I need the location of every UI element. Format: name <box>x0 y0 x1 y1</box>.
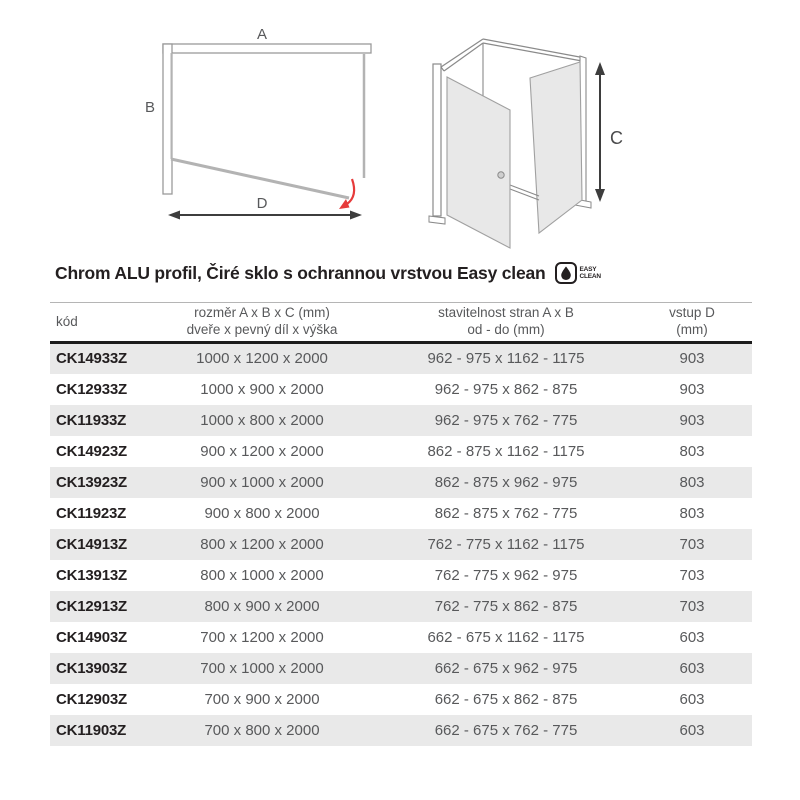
stavitelnost-cell: 862 - 875 x 962 - 975 <box>434 473 578 491</box>
kod-cell: CK11933Z <box>56 411 127 429</box>
stavitelnost-cell: 662 - 675 x 962 - 975 <box>434 659 578 677</box>
dimension-label-a: A <box>256 26 268 43</box>
table-row <box>50 560 752 591</box>
kod-cell: CK14923Z <box>56 442 127 460</box>
top-frame <box>441 39 585 71</box>
stavitelnost-cell: 762 - 775 x 962 - 975 <box>434 566 578 584</box>
stavitelnost-cell: 862 - 875 x 762 - 775 <box>434 504 578 522</box>
column-header-kod: kód <box>50 303 144 343</box>
c-arrow-icon <box>595 62 605 202</box>
table-row <box>50 343 752 374</box>
dimension-label-c: C <box>610 128 623 148</box>
table-row <box>50 374 752 405</box>
kod-cell: CK12903Z <box>56 690 127 708</box>
rozmer-cell: 800 x 1200 x 2000 <box>200 535 324 553</box>
door-glass-panel <box>447 77 510 248</box>
table-row <box>50 684 752 715</box>
easy-clean-badge <box>555 262 601 284</box>
vstup-cell: 603 <box>679 690 705 708</box>
vstup-cell: 703 <box>679 535 705 553</box>
vstup-cell: 903 <box>679 350 705 368</box>
kod-cell: CK13913Z <box>56 566 127 584</box>
bottom-rail <box>510 185 539 200</box>
wall-profile-bar <box>429 64 445 224</box>
wall-profile-top <box>163 44 371 53</box>
stavitelnost-cell: 662 - 675 x 1162 - 1175 <box>427 628 585 646</box>
spec-table-body <box>50 343 752 746</box>
table-row <box>50 653 752 684</box>
kod-cell: CK13923Z <box>56 473 127 491</box>
vstup-cell: 603 <box>679 628 705 646</box>
rozmer-cell: 800 x 900 x 2000 <box>204 597 320 615</box>
kod-cell: CK14933Z <box>56 350 127 368</box>
vstup-cell: 603 <box>679 659 705 677</box>
rozmer-cell: 800 x 1000 x 2000 <box>200 566 324 584</box>
rozmer-cell: 1000 x 800 x 2000 <box>200 411 324 429</box>
table-row <box>50 622 752 653</box>
vstup-cell: 903 <box>679 411 705 429</box>
title-row <box>55 262 601 284</box>
column-header-stavitelnost: stavitelnost stran A x B od - do (mm) <box>380 303 632 343</box>
vstup-cell: 803 <box>679 473 705 491</box>
vstup-cell: 803 <box>679 504 705 522</box>
rozmer-cell: 700 x 1200 x 2000 <box>200 628 324 646</box>
stavitelnost-cell: 662 - 675 x 762 - 775 <box>434 721 578 739</box>
kod-cell: CK14903Z <box>56 628 127 646</box>
vstup-cell: 903 <box>679 380 705 398</box>
table-row <box>50 591 752 622</box>
isometric-diagram <box>422 12 667 260</box>
fixed-glass-panel <box>530 62 582 233</box>
door-swing-arrow-icon <box>339 179 354 209</box>
spec-table <box>50 302 752 746</box>
table-row <box>50 715 752 746</box>
column-header-rozmer: rozměr A x B x C (mm) dveře x pevný díl x výška <box>144 303 380 343</box>
rozmer-cell: 700 x 1000 x 2000 <box>200 659 324 677</box>
kod-cell: CK12913Z <box>56 597 127 615</box>
rozmer-cell: 1000 x 1200 x 2000 <box>196 350 328 368</box>
kod-cell: CK11923Z <box>56 504 127 522</box>
stavitelnost-cell: 962 - 975 x 762 - 775 <box>434 411 578 429</box>
rozmer-cell: 700 x 900 x 2000 <box>204 690 320 708</box>
vstup-cell: 703 <box>679 566 705 584</box>
rozmer-cell: 900 x 1200 x 2000 <box>200 442 324 460</box>
dimension-label-b: B <box>144 99 156 116</box>
stavitelnost-cell: 862 - 875 x 1162 - 1175 <box>427 442 585 460</box>
page-title: Chrom ALU profil, Čiré sklo s ochrannou vrstvou Easy clean <box>55 262 546 283</box>
kod-cell: CK14913Z <box>56 535 127 553</box>
stavitelnost-cell: 662 - 675 x 862 - 875 <box>434 690 578 708</box>
easy-clean-label: EASY CLEAN <box>579 266 601 280</box>
table-row <box>50 436 752 467</box>
door-knob-icon <box>498 172 504 178</box>
vstup-cell: 803 <box>679 442 705 460</box>
table-row <box>50 467 752 498</box>
column-header-vstup: vstup D (mm) <box>632 303 752 343</box>
droplet-icon <box>555 262 577 284</box>
spec-table-header-row <box>50 303 752 343</box>
table-row <box>50 405 752 436</box>
rozmer-cell: 1000 x 900 x 2000 <box>200 380 324 398</box>
kod-cell: CK13903Z <box>56 659 127 677</box>
rozmer-cell: 900 x 800 x 2000 <box>204 504 320 522</box>
vstup-cell: 703 <box>679 597 705 615</box>
vstup-cell: 603 <box>679 721 705 739</box>
kod-cell: CK11903Z <box>56 721 127 739</box>
dimension-label-d: D <box>256 195 268 212</box>
rozmer-cell: 900 x 1000 x 2000 <box>200 473 324 491</box>
stavitelnost-cell: 962 - 975 x 862 - 875 <box>434 380 578 398</box>
rozmer-cell: 700 x 800 x 2000 <box>204 721 320 739</box>
kod-cell: CK12933Z <box>56 380 127 398</box>
table-row <box>50 498 752 529</box>
stavitelnost-cell: 762 - 775 x 862 - 875 <box>434 597 578 615</box>
stavitelnost-cell: 962 - 975 x 1162 - 1175 <box>427 350 585 368</box>
table-row <box>50 529 752 560</box>
stavitelnost-cell: 762 - 775 x 1162 - 1175 <box>427 535 585 553</box>
door-panel-line <box>171 159 349 198</box>
plan-view-diagram <box>135 16 385 228</box>
